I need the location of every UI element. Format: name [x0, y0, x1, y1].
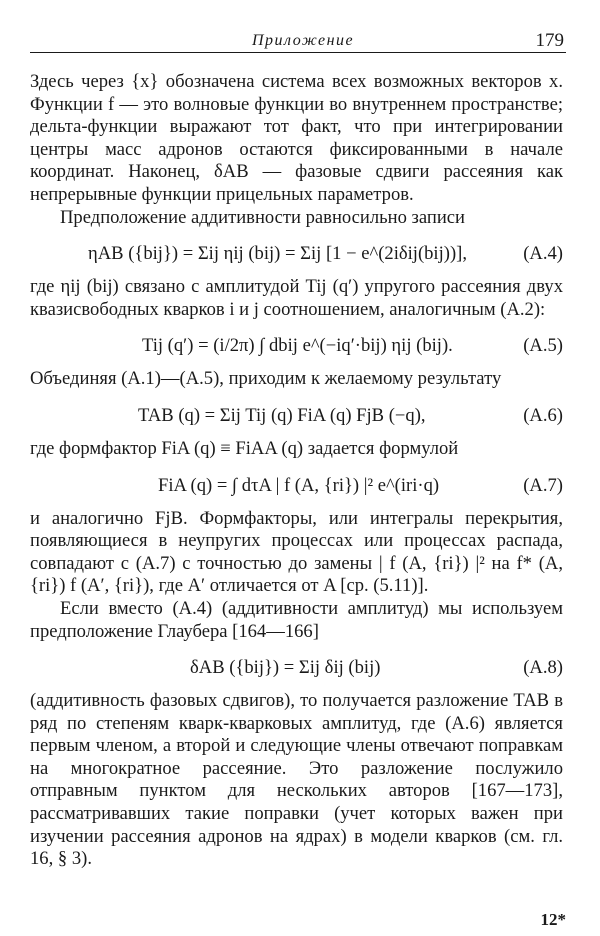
equation-a6-expression: TAB (q) = Σij Tij (q) FiA (q) FjB (−q), — [138, 404, 426, 426]
paragraph-4: Объединяя (А.1)—(А.5), приходим к желаемому результату — [30, 368, 502, 390]
equation-a8 — [30, 647, 563, 687]
page-number: 179 — [535, 30, 564, 51]
equation-a8-expression: δAB ({bij}) = Σij δij (bij) — [190, 657, 381, 679]
equation-a5 — [30, 325, 563, 365]
equation-a7-expression: FiA (q) = ∫ dτA | f (A, {ri}) |² e^(iri·q) — [158, 474, 440, 496]
paragraph-3: где ηij (bij) связано с амплитудой Tij (q′) упругого рассеяния двух квазисвободных кварков i и j соотношением, аналогичным (А.2): — [30, 276, 563, 320]
equation-a6-number: (А.6) — [523, 404, 563, 426]
equation-a4-number: (А.4) — [523, 243, 563, 265]
paragraph-1: Здесь через {x} обозначена система всех возможных векторов x. Функции f — это волновые функции во внутреннем пространстве; дельта-функции выражают тот факт, что при интегрировании центры масс адронов остаются фиксированными в начале координат. Наконец, δAB — фазовые сдвиги рассеяния как непрерывные функции прицельных параметров. — [30, 71, 563, 205]
paragraph-5: где формфактор FiA (q) ≡ FiAA (q) задается формулой — [30, 437, 459, 459]
equation-a4 — [30, 233, 563, 273]
equation-a5-number: (А.5) — [523, 335, 563, 357]
paragraph-7: Если вместо (А.4) (аддитивности амплитуд) мы используем предположение Глаубера [164—166] — [30, 597, 563, 642]
equation-a7 — [30, 465, 563, 505]
equation-a8-number: (А.8) — [523, 657, 563, 679]
paragraph-6: и аналогично FjB. Формфакторы, или интегралы перекрытия, появляющиеся в неупругих процессах или процессах распада, совпадают с (А.7) с точностью до замены | f (A, {ri}) |² на f* (A, {ri}) f (A′, {ri}), где A′ отличается от A [ср. (5.11)]. — [30, 507, 563, 597]
running-title: Приложение — [252, 32, 355, 49]
main-text — [30, 71, 563, 871]
equation-a6 — [30, 395, 563, 435]
equation-a7-number: (А.7) — [523, 474, 563, 496]
signature-mark: 12* — [540, 910, 566, 929]
paragraph-2: Предположение аддитивности равносильно записи — [60, 206, 465, 228]
equation-a4-expression: ηAB ({bij}) = Σij ηij (bij) = Σij [1 − e^(2iδij(bij))], — [88, 243, 467, 265]
paragraph-8: (аддитивность фазовых сдвигов), то получается разложение TAB в ряд по степеням кварк-кварковых амплитуд, где (А.6) является первым членом, а второй и следующие члены отвечают поправкам на многократное рассеяние. Это разложение послужило отправным пунктом для нескольких авторов [167—173], рассматривавших такие поправки (учет которых важен при изучении рассеяния адронов на ядрах) в модели кварков (см. гл. 16, § 3). — [30, 690, 563, 870]
equation-a5-expression: Tij (q′) = (i/2π) ∫ dbij e^(−iq′·bij) ηij (bij). — [142, 335, 453, 357]
running-header — [30, 28, 566, 53]
